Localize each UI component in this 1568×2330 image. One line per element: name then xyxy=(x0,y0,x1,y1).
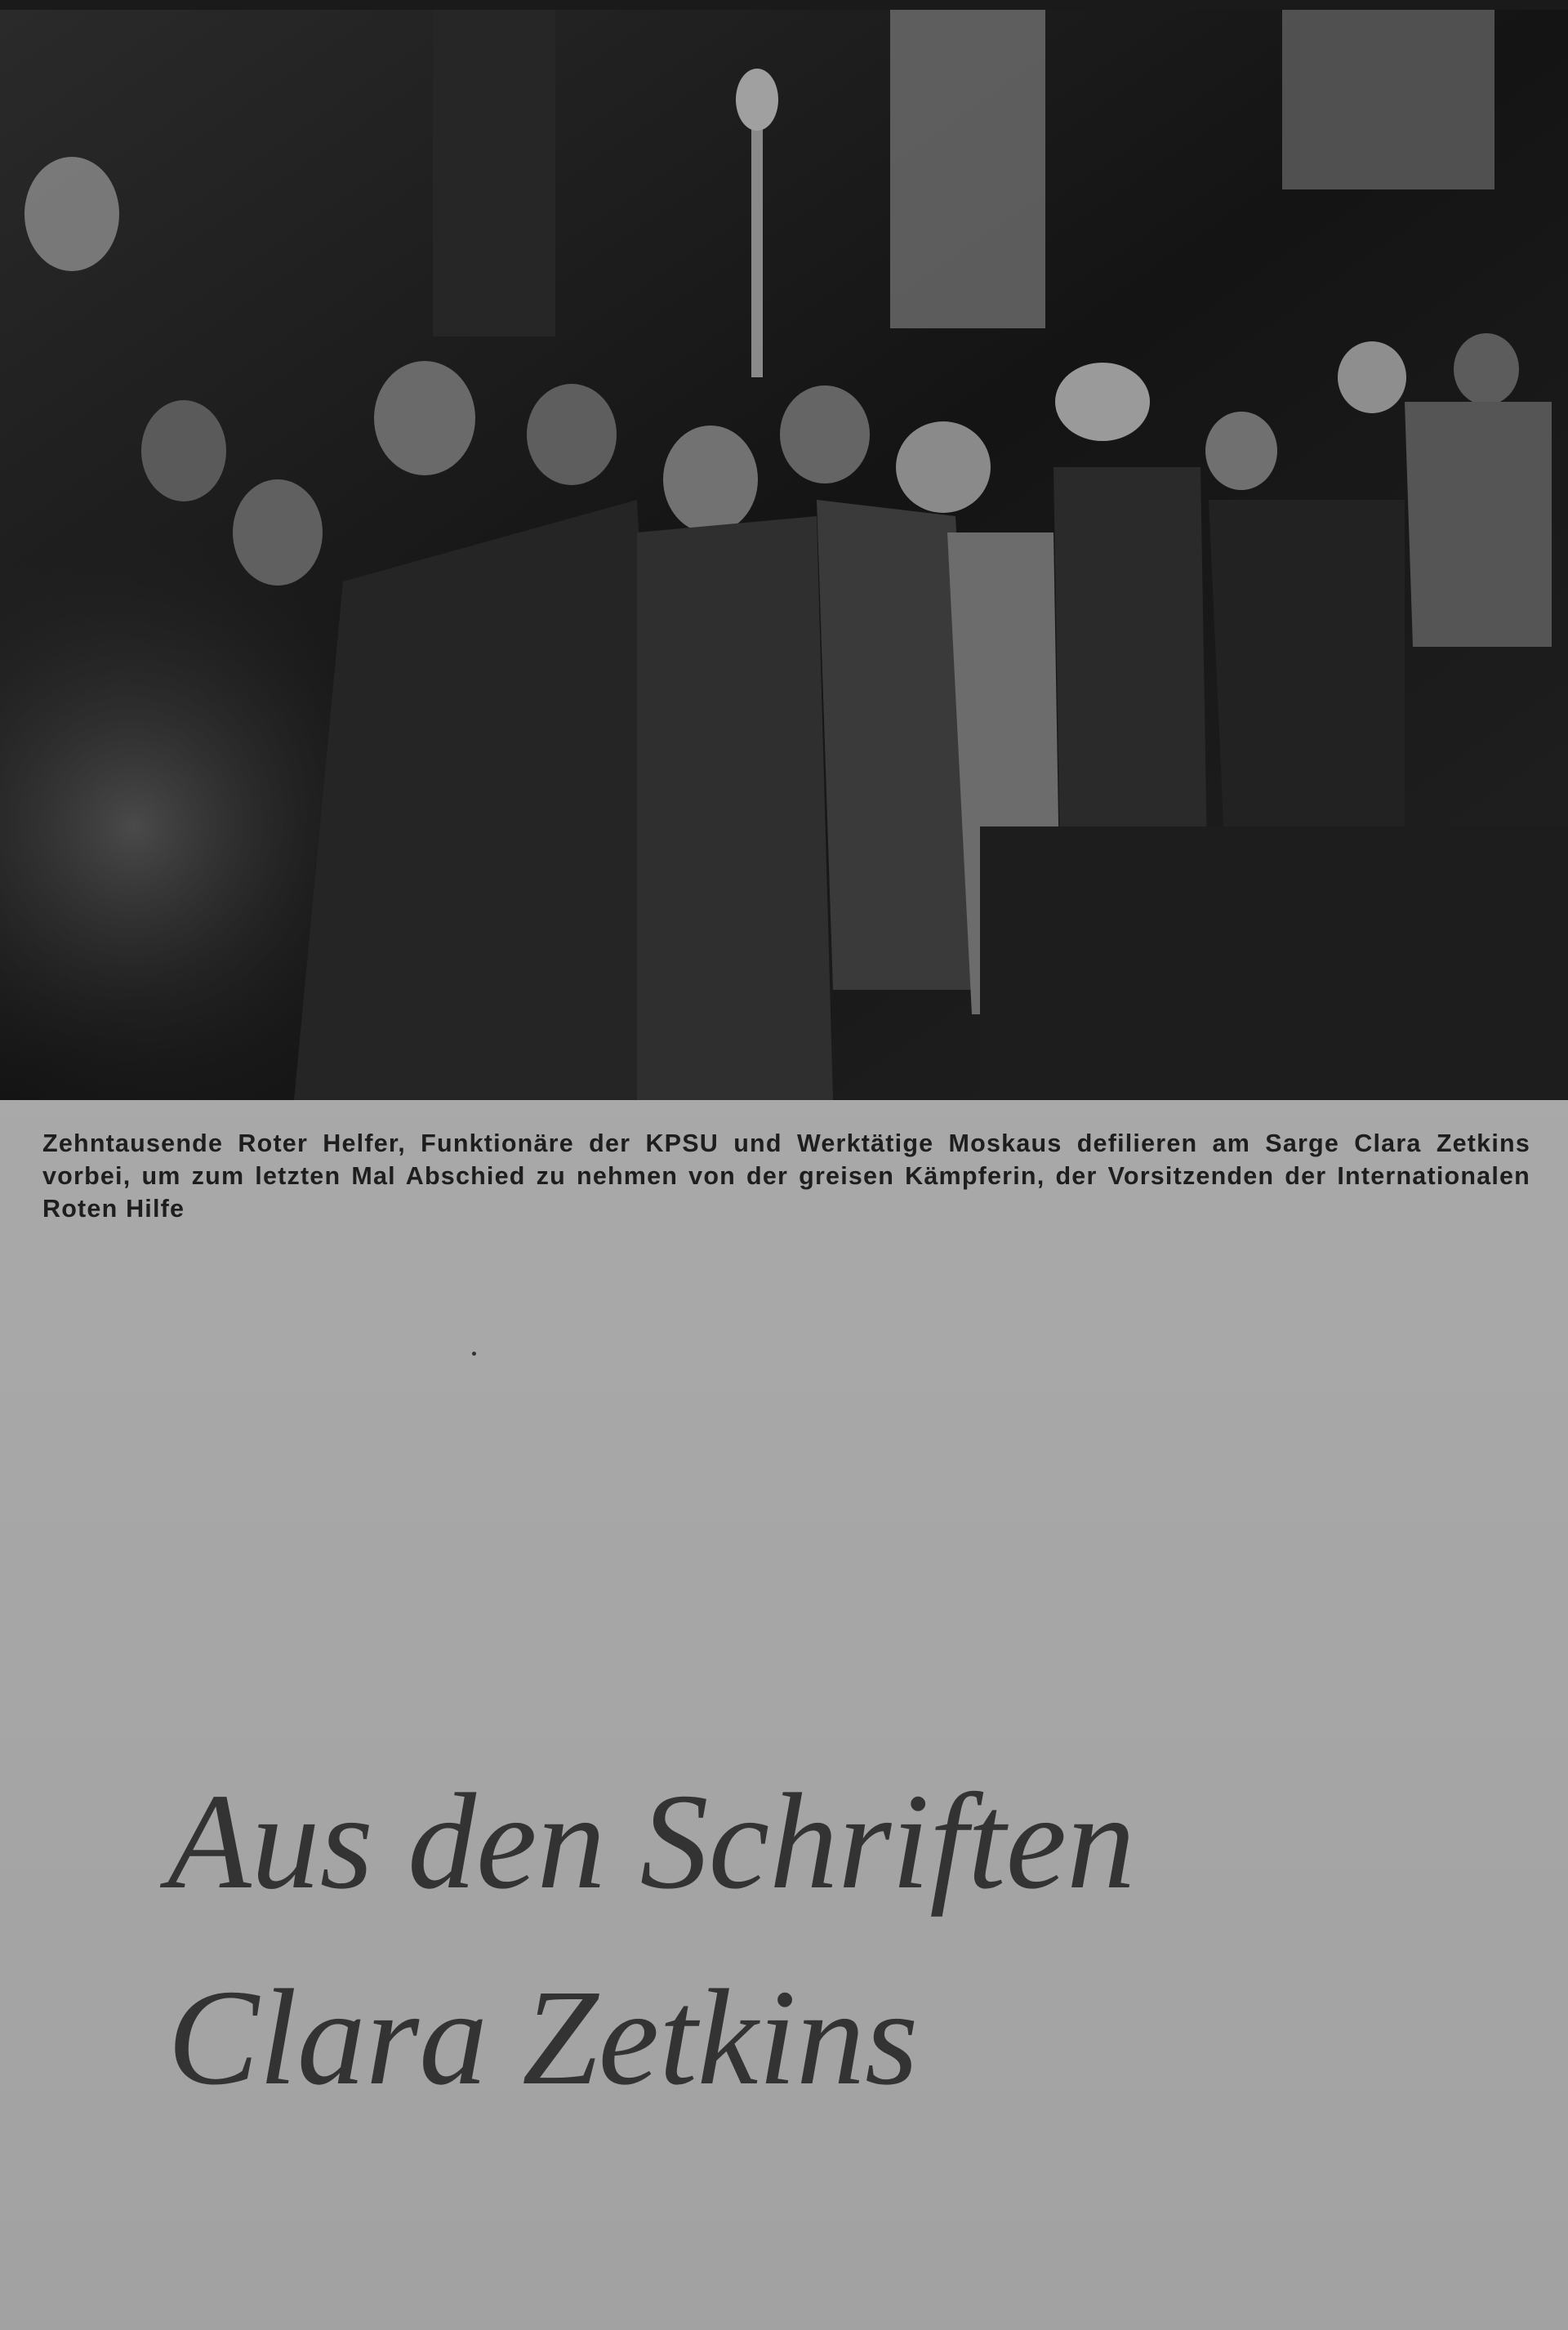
photograph xyxy=(0,10,1568,1100)
top-border xyxy=(0,0,1568,10)
photo-illustration xyxy=(0,10,1568,1100)
title-line-2: Clara Zetkins xyxy=(167,1962,919,2114)
title-line-1: Aus den Schriften xyxy=(167,1766,1136,1918)
section-title xyxy=(167,1744,1135,2136)
paper-speck xyxy=(472,1352,476,1356)
photo-caption: Zehntausende Roter Helfer, Funktionäre der KPSU und Werktätige Moskaus defilieren am Sarge Clara Zetkins vorbei, um zum letzten Mal Abschied zu nehmen von der greisen Kämpferin, der Vorsitzenden der Internationalen Roten Hilfe xyxy=(42,1129,1530,1223)
